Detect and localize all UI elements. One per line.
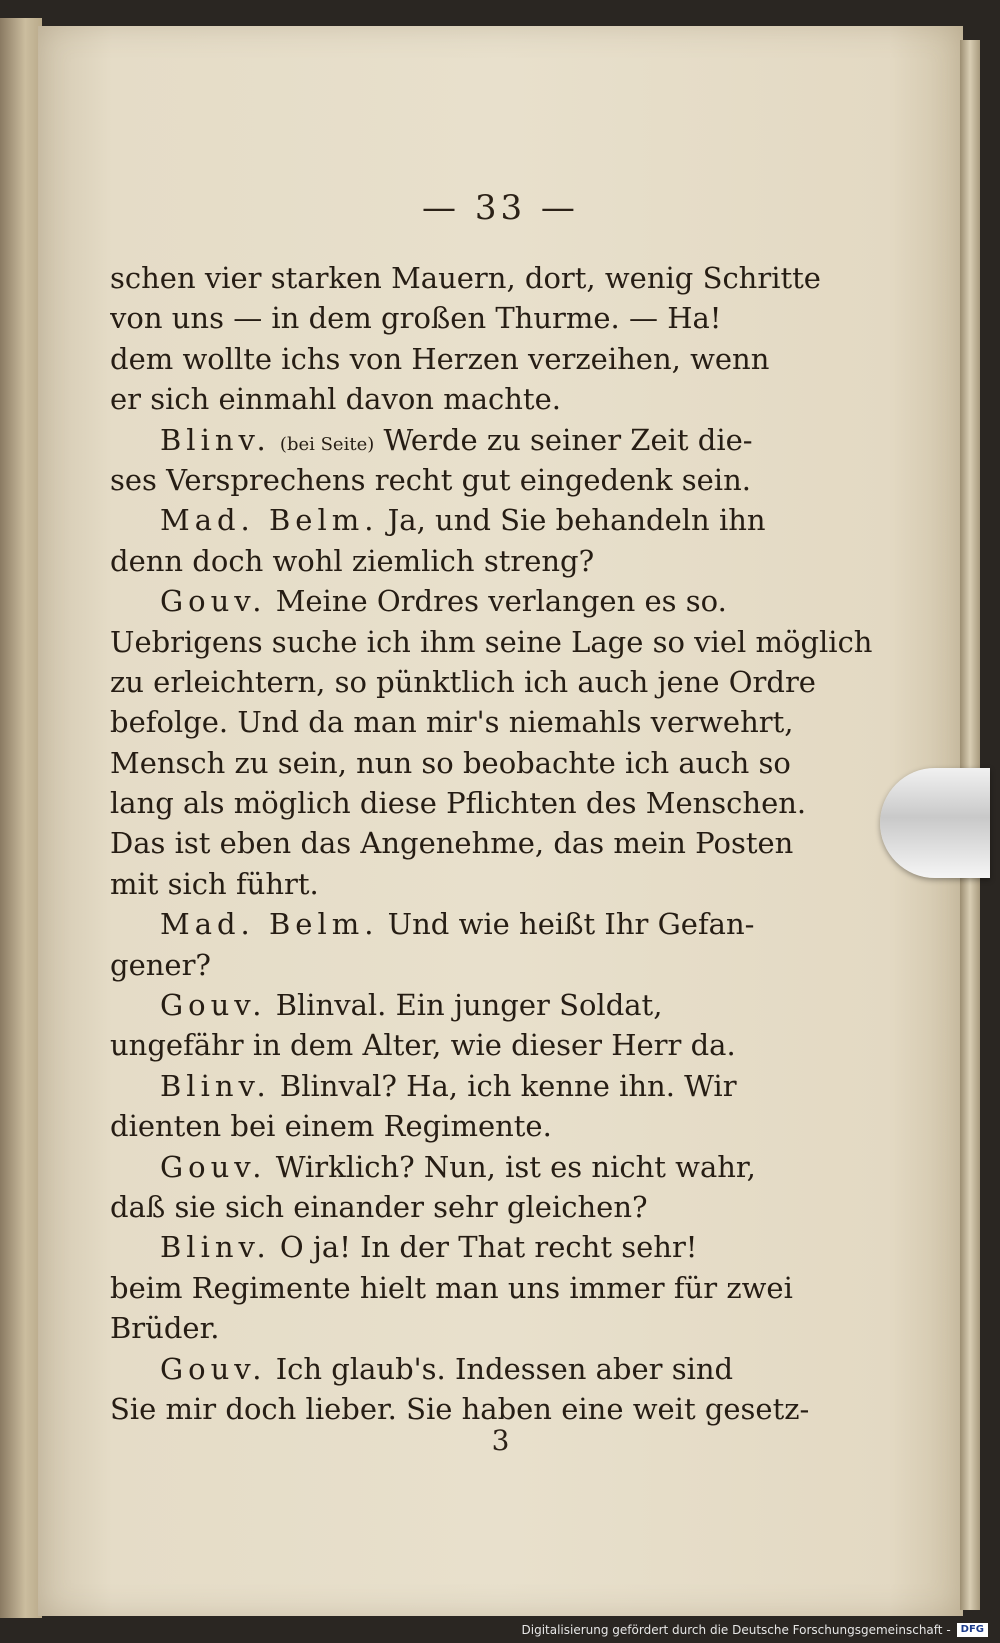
line-text: dienten bei einem Regimente. [110, 1109, 552, 1144]
text-line [110, 541, 910, 581]
line-text: schen vier starken Mauern, dort, wenig Schritte [110, 261, 821, 295]
line-text: Wirklich? Nun, ist es nicht wahr, [275, 1149, 756, 1184]
text-line [110, 1268, 910, 1308]
text-line [110, 1106, 910, 1146]
text-line [110, 420, 910, 460]
text-line [110, 500, 910, 540]
text-line [110, 339, 910, 379]
text-line [110, 1025, 910, 1065]
text-line [110, 945, 910, 985]
text-line [110, 904, 910, 944]
line-text: Das ist eben das Angenehme, das mein Posten [110, 826, 794, 861]
line-text: mit sich führt. [110, 866, 319, 901]
line-text: befolge. Und da man mir's niemahls verwehrt, [110, 705, 794, 740]
line-text: zu erleichtern, so pünktlich ich auch jene Ordre [110, 664, 816, 699]
speaker-name: Blinv. [160, 1230, 271, 1265]
speaker-name: Blinv. [160, 1068, 271, 1103]
book-page [38, 26, 963, 1616]
speaker-name: Blinv. [160, 422, 271, 457]
line-text: Und wie heißt Ihr Gefan- [387, 907, 755, 942]
signature-mark: 3 [491, 1424, 510, 1457]
page-number: — 33 — [422, 188, 579, 228]
text-line [110, 258, 910, 298]
line-text: Blinval. Ein junger Soldat, [275, 988, 663, 1023]
text-line [110, 823, 910, 863]
line-text: Brüder. [110, 1311, 220, 1346]
line-text: Werde zu seiner Zeit die- [383, 422, 753, 457]
paper-clip [880, 768, 990, 878]
digitization-footer [522, 1620, 989, 1640]
text-line [110, 581, 910, 621]
speaker-name: Mad. Belm. [160, 907, 379, 942]
line-text: ungefähr in dem Alter, wie dieser Herr da. [110, 1028, 736, 1063]
line-text: Blinval? Ha, ich kenne ihn. Wir [279, 1068, 737, 1103]
text-line [110, 985, 910, 1025]
line-text: beim Regimente hielt man uns immer für zwei [110, 1270, 793, 1305]
page-text [110, 258, 910, 1429]
line-text: er sich einmahl davon machte. [110, 382, 561, 417]
speaker-name: Gouv. [160, 1351, 267, 1386]
line-text: von uns — in dem großen Thurme. — Ha! [110, 301, 722, 336]
line-text: dem wollte ichs von Herzen verzeihen, wenn [110, 341, 770, 376]
text-line [110, 783, 910, 823]
footer-credit: Digitalisierung gefördert durch die Deutsche Forschungsgemeinschaft - [521, 1623, 951, 1637]
line-text: Ja, und Sie behandeln ihn [387, 503, 766, 538]
text-line [110, 622, 910, 662]
text-line [110, 743, 910, 783]
speaker-name: Gouv. [160, 988, 267, 1023]
text-line [110, 1187, 910, 1227]
text-line [110, 1349, 910, 1389]
text-line [110, 379, 910, 419]
line-text: Meine Ordres verlangen es so. [275, 584, 727, 619]
line-text: Ich glaub's. Indessen aber sind [275, 1351, 734, 1386]
line-text: O ja! In der That recht sehr! [279, 1230, 698, 1265]
text-line [110, 460, 910, 500]
facing-page-edge [0, 18, 42, 1618]
line-text: daß sie sich einander sehr gleichen? [110, 1189, 648, 1224]
line-text: Mensch zu sein, nun so beobachte ich auch so [110, 745, 791, 780]
speaker-name: Gouv. [160, 1149, 267, 1184]
line-text: lang als möglich diese Pflichten des Menschen. [110, 786, 807, 821]
text-line [110, 662, 910, 702]
text-line [110, 702, 910, 742]
dfg-logo: DFG [957, 1623, 988, 1637]
text-line [110, 298, 910, 338]
text-line [110, 1227, 910, 1267]
line-text: ses Versprechens recht gut eingedenk sein. [110, 462, 751, 497]
text-line [110, 1066, 910, 1106]
stage-direction: (bei Seite) [279, 433, 375, 455]
text-line [110, 1147, 910, 1187]
speaker-name: Mad. Belm. [160, 503, 379, 538]
line-text: gener? [110, 947, 211, 982]
line-text: Sie mir doch lieber. Sie haben eine weit gesetz- [110, 1391, 810, 1426]
line-text: Uebrigens suche ich ihm seine Lage so viel möglich [110, 624, 873, 659]
line-text: denn doch wohl ziemlich streng? [110, 543, 595, 578]
speaker-name: Gouv. [160, 584, 267, 619]
text-line [110, 1308, 910, 1348]
text-line [110, 864, 910, 904]
